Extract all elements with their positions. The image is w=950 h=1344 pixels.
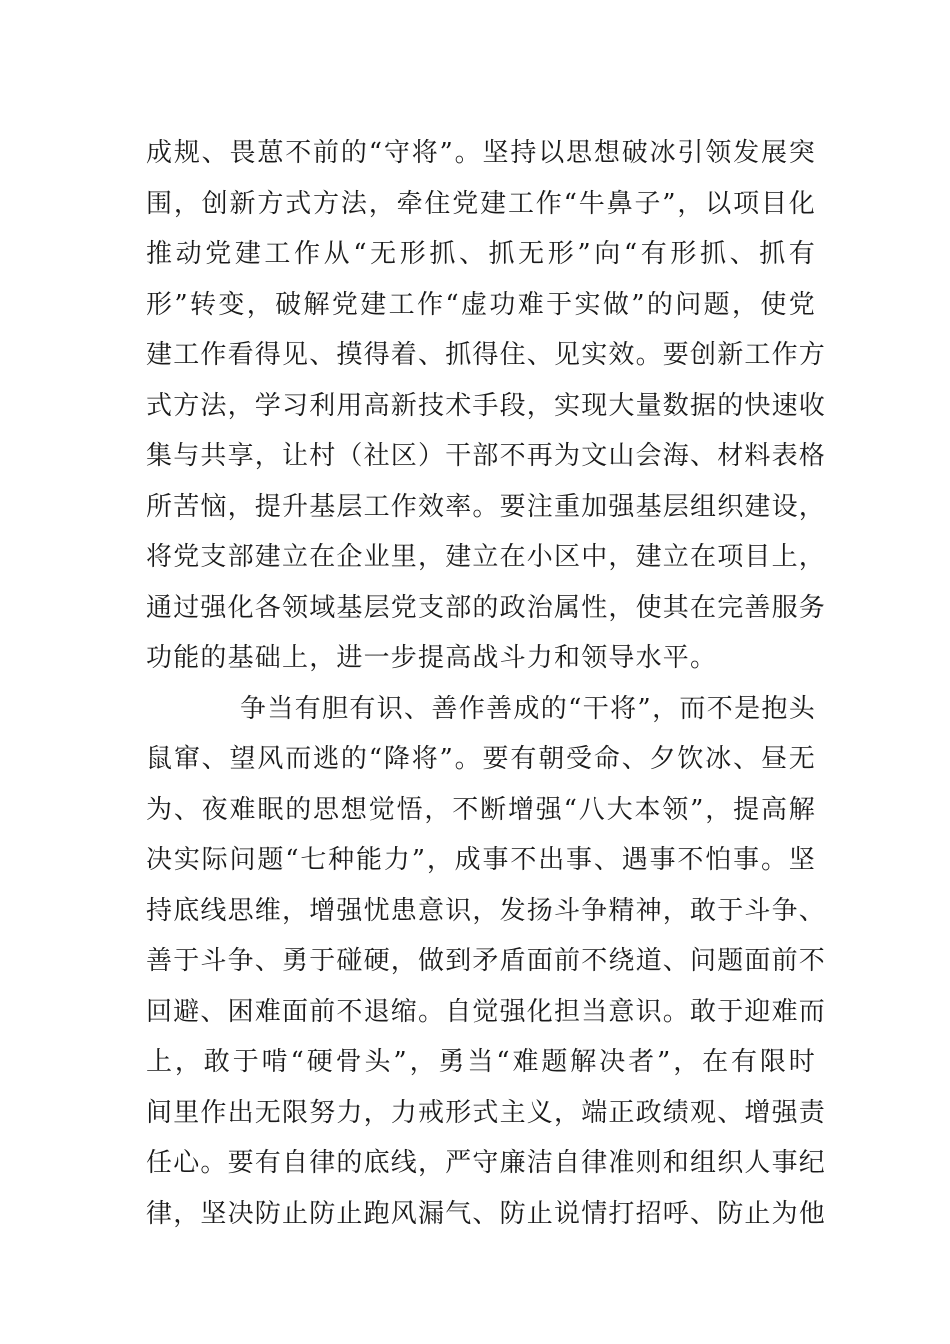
text-line: 推动党建工作从“无形抓、抓无形”向“有形抓、抓有 — [146, 239, 816, 269]
text-line: 通过强化各领域基层党支部的政治属性，使其在完善服务 — [146, 592, 827, 623]
text-line: 所苦恼，提升基层工作效率。要注重加强基层组织建设， — [146, 491, 827, 522]
document-body — [146, 128, 827, 1239]
paragraph-1 — [146, 128, 827, 684]
text-line: 律，坚决防止防止跑风漏气、防止说情打招呼、防止为他 — [146, 1198, 827, 1229]
paragraph-2 — [146, 684, 827, 1240]
text-line: 善于斗争、勇于碰硬，做到矛盾面前不绕道、问题面前不 — [146, 946, 827, 976]
text-line-last: 功能的基础上，进一步提高战斗力和领导水平。 — [146, 643, 718, 673]
text-line-indented: 争当有胆有识、善作善成的“干将”，而不是抱头 — [240, 693, 816, 724]
text-line: 将党支部建立在企业里，建立在小区中，建立在项目上， — [146, 542, 827, 572]
text-line: 任心。要有自律的底线，严守廉洁自律准则和组织人事纪 — [146, 1148, 827, 1178]
text-line: 围，创新方式方法，牵住党建工作“牛鼻子”，以项目化 — [146, 188, 816, 219]
text-line: 式方法，学习利用高新技术手段，实现大量数据的快速收 — [146, 390, 827, 421]
text-line: 成规、畏葸不前的“守将”。坚持以思想破冰引领发展突 — [146, 138, 816, 168]
text-line: 建工作看得见、摸得着、抓得住、见实效。要创新工作方 — [146, 340, 827, 370]
text-line: 间里作出无限努力，力戒形式主义，端正政绩观、增强责 — [146, 1097, 827, 1128]
text-line: 为、夜难眠的思想觉悟，不断增强“八大本领”，提高解 — [146, 794, 816, 825]
text-line: 鼠窜、望风而逃的“降将”。要有朝受命、夕饮冰、昼无 — [146, 744, 816, 774]
text-line: 决实际问题“七种能力”，成事不出事、遇事不怕事。坚 — [146, 845, 816, 875]
text-line: 形”转变，破解党建工作“虚功难于实做”的问题，使党 — [146, 289, 816, 320]
text-line: 回避、困难面前不退缩。自觉强化担当意识。敢于迎难而 — [146, 996, 827, 1027]
text-line: 持底线思维，增强忧患意识，发扬斗争精神，敢于斗争、 — [146, 895, 827, 926]
text-line: 集与共享，让村（社区）干部不再为文山会海、材料表格 — [146, 441, 827, 471]
text-line: 上，敢于啃“硬骨头”，勇当“难题解决者”，在有限时 — [146, 1047, 816, 1077]
